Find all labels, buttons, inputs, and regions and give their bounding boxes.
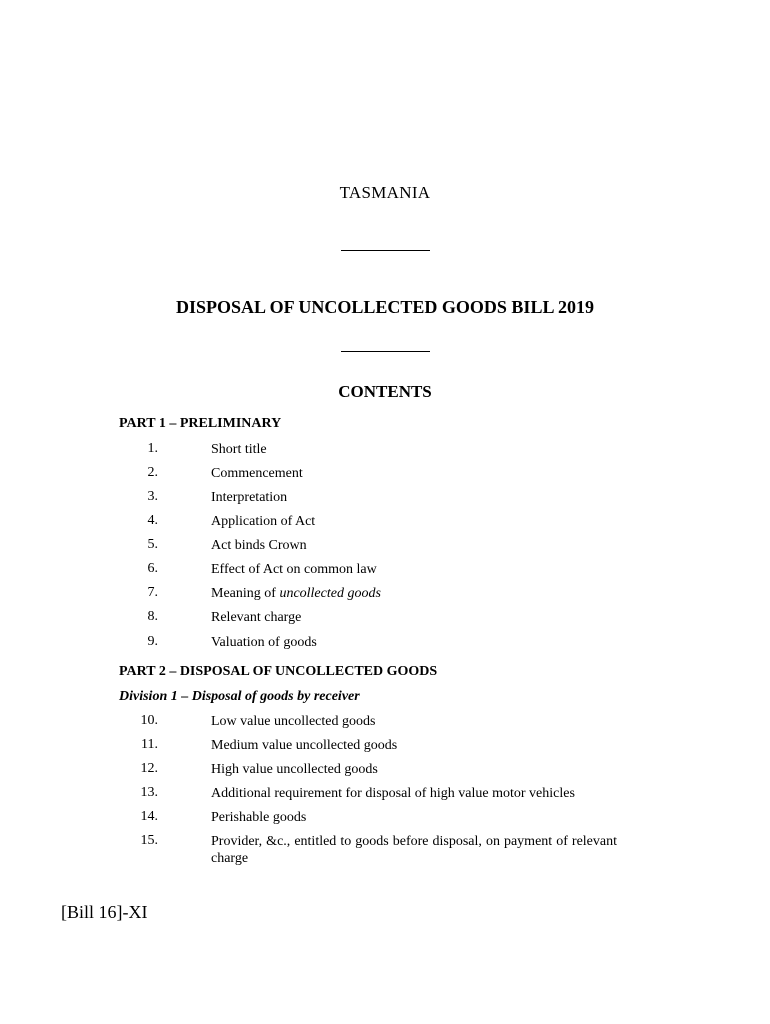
toc-entry-title: Effect of Act on common law [211,562,377,577]
toc-entry-title: Application of Act [211,514,316,529]
toc-entry-number: 9. [147,634,158,649]
toc-entry-title-italic-term: uncollected goods [279,586,381,601]
toc-entry-title: Medium value uncollected goods [211,738,398,753]
toc-entry-title: Low value uncollected goods [211,714,376,729]
division-1-heading: Division 1 – Disposal of goods by receiver [119,689,360,704]
toc-entry-number: 2. [147,465,158,480]
toc-entry-number: 4. [147,513,158,528]
toc-entry-number: 3. [147,489,158,504]
toc-entry-title: Interpretation [211,490,288,505]
part-2-heading: PART 2 – DISPOSAL OF UNCOLLECTED GOODS [119,664,438,679]
toc-entry-title-prefix: Meaning of [211,586,280,601]
toc-entry-title [211,585,617,602]
toc-entry-number: 10. [140,713,158,728]
toc-entry-number: 11. [141,737,158,752]
toc-entry-number: 12. [140,761,158,776]
separator-rule [341,250,430,251]
toc-entry-title: Provider, &c., entitled to goods before disposal, on payment of relevant charge [211,834,617,866]
toc-entry-number: 15. [140,833,158,848]
toc-entry-number: 1. [147,441,158,456]
toc-entry-number: 14. [140,809,158,824]
toc-entry-number: 5. [147,537,158,552]
toc-entry-title: Commencement [211,466,303,481]
separator-rule [341,351,430,352]
toc-entry-title: Short title [211,442,267,457]
toc-entry-title: Perishable goods [211,810,307,825]
toc-entry-title: High value uncollected goods [211,762,378,777]
toc-entry-title: Additional requirement for disposal of high value motor vehicles [211,786,575,801]
bill-reference-footer: [Bill 16]-XI [61,902,148,922]
toc-entry-number: 8. [147,609,158,624]
bill-title: DISPOSAL OF UNCOLLECTED GOODS BILL 2019 [176,297,594,317]
toc-entry-title: Act binds Crown [211,538,307,553]
toc-entry-number: 6. [147,561,158,576]
toc-entry-number: 13. [140,785,158,800]
part-1-heading: PART 1 – PRELIMINARY [119,416,282,431]
contents-heading: CONTENTS [338,382,432,401]
toc-entry-number: 7. [147,585,158,600]
toc-entry-title: Relevant charge [211,610,302,625]
toc-entry-title: Valuation of goods [211,635,317,650]
jurisdiction-heading: TASMANIA [339,183,431,202]
